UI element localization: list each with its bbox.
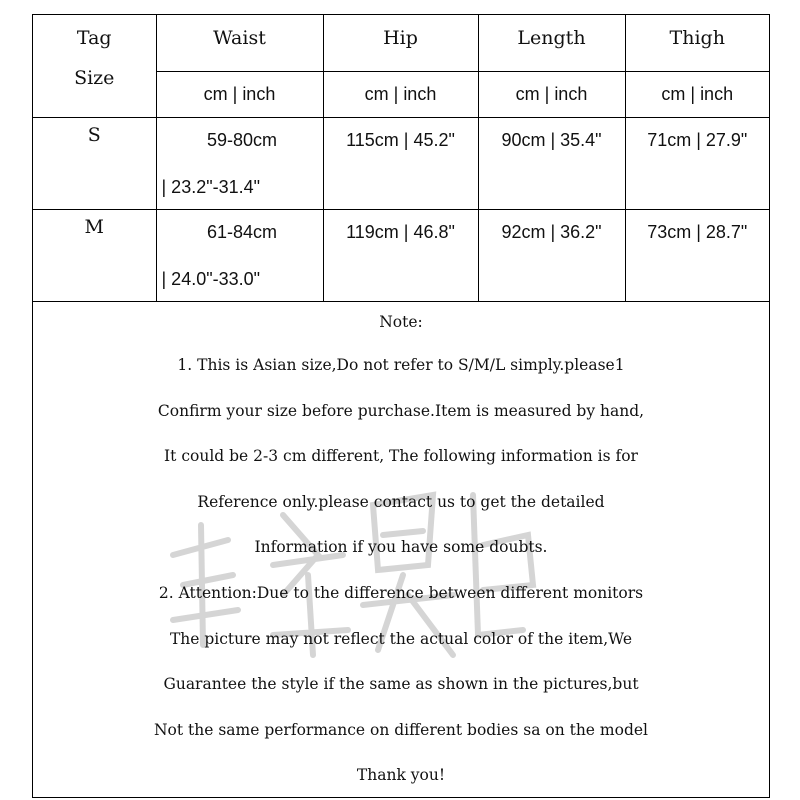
table-row: [33, 117, 769, 209]
waist-inch: | 24.0"-33.0": [161, 268, 261, 289]
size-table: [33, 15, 769, 302]
waist-cm: 59-80cm: [206, 129, 278, 150]
note-line: Not the same performance on different bodies sa on the model: [153, 720, 648, 739]
column-header-waist: Waist: [156, 15, 323, 71]
note-line: Information if you have some doubts.: [254, 538, 548, 557]
column-header-hip: Hip: [323, 15, 478, 71]
thigh-value: 73cm | 28.7": [625, 209, 769, 301]
tag-header-line2: Size: [74, 67, 115, 89]
note-line: Thank you!: [356, 766, 446, 785]
note-line: It could be 2-3 cm different, The following information is for: [164, 447, 638, 466]
table-row: [33, 209, 769, 301]
size-label: S: [33, 117, 156, 209]
waist-value: [156, 117, 323, 209]
notes-section: [33, 301, 769, 799]
length-value: 92cm | 36.2": [478, 209, 625, 301]
waist-value: [156, 209, 323, 301]
hip-value: 115cm | 45.2": [323, 117, 478, 209]
waist-inch: | 23.2"-31.4": [161, 176, 261, 197]
size-chart: [32, 14, 770, 798]
unit-label-thigh: cm | inch: [625, 71, 769, 117]
unit-label-waist: cm | inch: [156, 71, 323, 117]
length-value: 90cm | 35.4": [478, 117, 625, 209]
note-line: Guarantee the style if the same as shown in the pictures,but: [163, 675, 639, 694]
note-title: Note:: [379, 313, 423, 331]
column-header-thigh: Thigh: [625, 15, 769, 71]
tag-header-line1: Tag: [76, 27, 112, 49]
note-line: Confirm your size before purchase.Item is measured by hand,: [157, 401, 645, 420]
column-header-length: Length: [478, 15, 625, 71]
unit-label-hip: cm | inch: [323, 71, 478, 117]
hip-value: 119cm | 46.8": [323, 209, 478, 301]
unit-label-length: cm | inch: [478, 71, 625, 117]
note-line: 1. This is Asian size,Do not refer to S/M/L simply.please1: [177, 356, 625, 374]
size-label: M: [33, 209, 156, 301]
note-line: 2. Attention:Due to the difference between different monitors: [158, 583, 644, 602]
thigh-value: 71cm | 27.9": [625, 117, 769, 209]
note-line: The picture may not reflect the actual color of the item,We: [169, 629, 633, 648]
note-line: Reference only.please contact us to get the detailed: [197, 492, 605, 511]
waist-cm: 61-84cm: [206, 221, 278, 242]
tag-size-header: [33, 15, 156, 117]
